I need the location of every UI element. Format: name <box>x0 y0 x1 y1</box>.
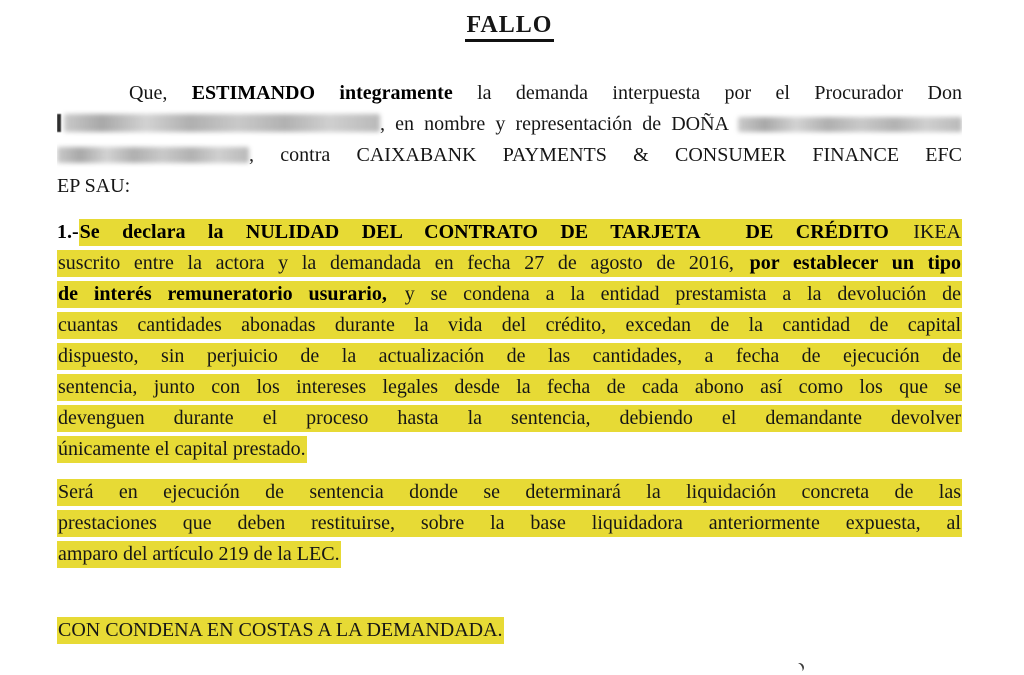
redacted-demandante-name-part2 <box>57 147 249 163</box>
text-segment: amparo del artículo 219 de la LEC. <box>57 541 341 568</box>
stray-ink-mark <box>793 661 805 673</box>
text-line <box>57 403 962 434</box>
text-line <box>57 248 962 279</box>
text-segment: devenguen durante el proceso hasta la sentencia, debiendo el demandante devolver <box>57 405 962 432</box>
text-line <box>57 508 962 539</box>
redacted-procurador-name <box>64 114 380 132</box>
document-title: FALLO <box>465 12 555 42</box>
document-body <box>57 78 962 646</box>
text-segment: ESTIMANDO integramente <box>191 82 453 104</box>
text-segment: Que, <box>129 82 192 104</box>
paragraph-costas <box>57 615 962 646</box>
text-segment: , en nombre y representación de DOÑA <box>380 113 738 135</box>
text-line <box>57 477 962 508</box>
text-line <box>57 434 962 465</box>
text-line <box>57 279 962 310</box>
text-segment: EP SAU: <box>57 175 131 197</box>
text-line <box>57 341 962 372</box>
text-line <box>57 109 962 140</box>
paragraph-ruling-2 <box>57 477 962 570</box>
text-segment: sentencia, junto con los intereses legales desde la fecha de cada abono así como los que se <box>57 374 962 401</box>
text-line <box>57 310 962 341</box>
text-segment: CON CONDENA EN COSTAS A LA DEMANDADA. <box>57 617 504 644</box>
text-segment: de interés remuneratorio usurario, <box>57 281 388 308</box>
text-segment: Se declara la NULIDAD DEL CONTRATO DE TARJETA DE CRÉDITO <box>79 219 890 246</box>
text-segment: suscrito entre la actora y la demandada en fecha 27 de agosto de 2016, <box>57 250 749 277</box>
text-line <box>57 217 962 248</box>
text-segment: prestaciones que deben restituirse, sobre la base liquidadora anteriormente expuesta, al <box>57 510 962 537</box>
paragraph-opening <box>57 78 962 202</box>
text-line <box>57 539 962 570</box>
redacted-demandante-name-part1 <box>738 117 962 132</box>
text-line <box>57 372 962 403</box>
text-segment: dispuesto, sin perjuicio de la actualización de las cantidades, a fecha de ejecución de <box>57 343 962 370</box>
text-line <box>57 615 962 646</box>
text-segment: IKEA <box>890 219 962 246</box>
text-segment: 1.- <box>57 221 79 243</box>
text-segment: cuantas cantidades abonadas durante la vida del crédito, excedan de la cantidad de capital <box>57 312 962 339</box>
paragraph-ruling-1 <box>57 217 962 465</box>
text-segment: Será en ejecución de sentencia donde se determinará la liquidación concreta de las <box>57 479 962 506</box>
redaction-ink-mark <box>57 114 61 132</box>
text-segment: y se condena a la entidad prestamista a la devolución de <box>388 281 962 308</box>
text-segment: , contra CAIXABANK PAYMENTS & CONSUMER FINANCE EFC <box>249 144 962 166</box>
text-segment: la demanda interpuesta por el Procurador Don <box>452 82 962 104</box>
text-line <box>57 171 962 202</box>
text-line <box>57 78 962 109</box>
text-segment: únicamente el capital prestado. <box>57 436 307 463</box>
document-title-row <box>57 12 962 42</box>
text-segment: por establecer un tipo <box>749 250 962 277</box>
text-line <box>57 140 962 171</box>
